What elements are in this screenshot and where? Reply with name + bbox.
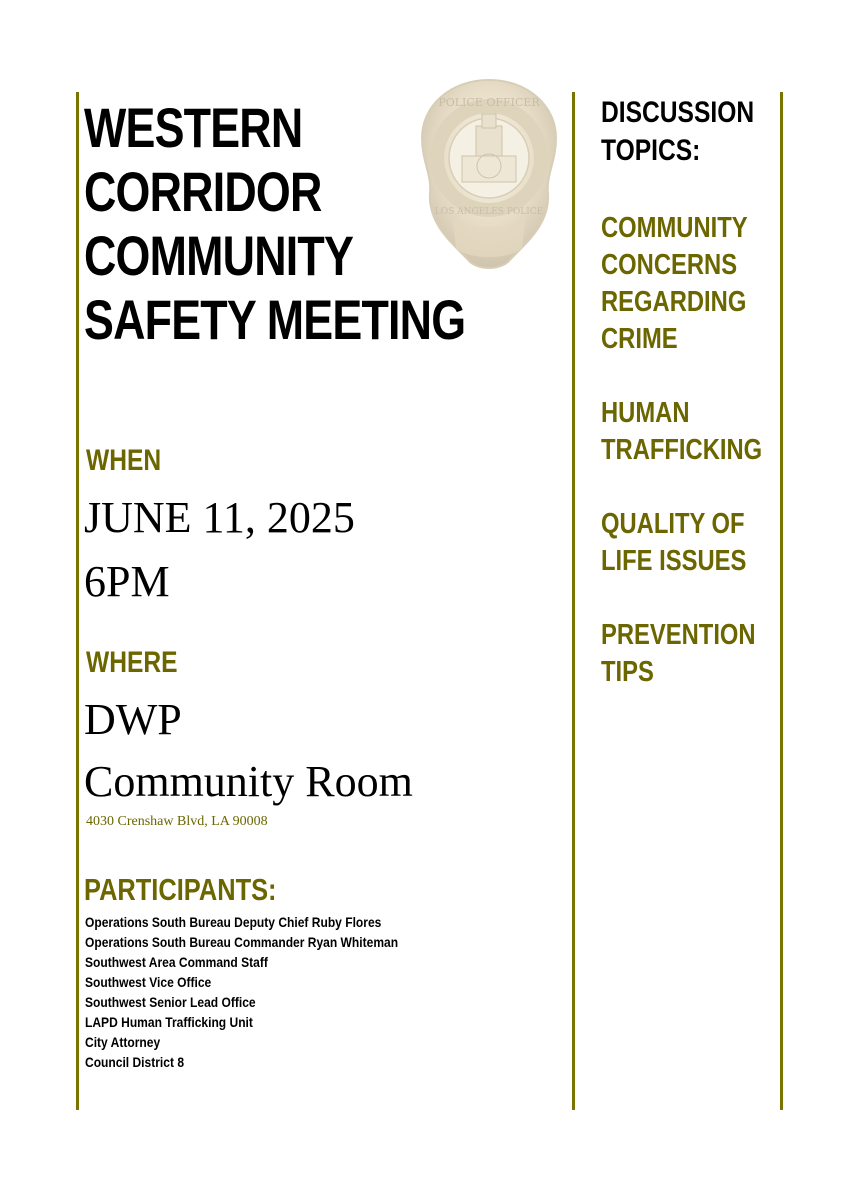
participant-item: Southwest Vice Office — [85, 974, 212, 990]
participant-item: Operations South Bureau Commander Ryan Whiteman — [85, 934, 399, 950]
topic-item: HUMAN TRAFFICKING — [601, 397, 763, 466]
venue-name: DWP — [84, 695, 182, 744]
badge-bottom-text: LOS ANGELES POLICE — [434, 207, 544, 217]
title-line-1: WESTERN — [84, 96, 303, 159]
participant-item: LAPD Human Trafficking Unit — [85, 1014, 253, 1030]
participant-item: Southwest Senior Lead Office — [85, 994, 256, 1010]
participant-item: Council District 8 — [85, 1054, 185, 1070]
event-title — [84, 96, 465, 352]
discussion-topics-heading — [601, 94, 754, 170]
topic-item: QUALITY OF LIFE ISSUES — [601, 508, 747, 577]
title-line-2: CORRIDOR — [84, 160, 322, 223]
venue-address: 4030 Crenshaw Blvd, LA 90008 — [86, 814, 268, 829]
when-label: WHEN — [86, 444, 162, 477]
venue-room: Community Room — [84, 757, 413, 806]
badge-top-text: POLICE OFFICER — [438, 96, 540, 109]
participant-item: Operations South Bureau Deputy Chief Ruby Flores — [85, 914, 382, 930]
participants-list — [85, 912, 398, 1072]
topics-heading-line-1: DISCUSSION — [601, 96, 755, 129]
topic-item: PREVENTION TIPS — [601, 619, 756, 688]
topic-item: COMMUNITY CONCERNS REGARDING CRIME — [601, 212, 748, 355]
discussion-topics-list — [601, 210, 762, 728]
participant-item: City Attorney — [85, 1034, 161, 1050]
participants-label: PARTICIPANTS: — [84, 872, 277, 907]
where-label: WHERE — [86, 646, 178, 679]
event-date: JUNE 11, 2025 — [84, 493, 355, 542]
topics-heading-line-2: TOPICS: — [601, 134, 701, 167]
middle-rule — [572, 92, 575, 1110]
right-rule — [780, 92, 783, 1110]
participant-item: Southwest Area Command Staff — [85, 954, 268, 970]
event-time: 6PM — [84, 557, 170, 606]
title-line-4: SAFETY MEETING — [84, 288, 466, 351]
left-rule — [76, 92, 79, 1110]
title-line-3: COMMUNITY — [84, 224, 354, 287]
